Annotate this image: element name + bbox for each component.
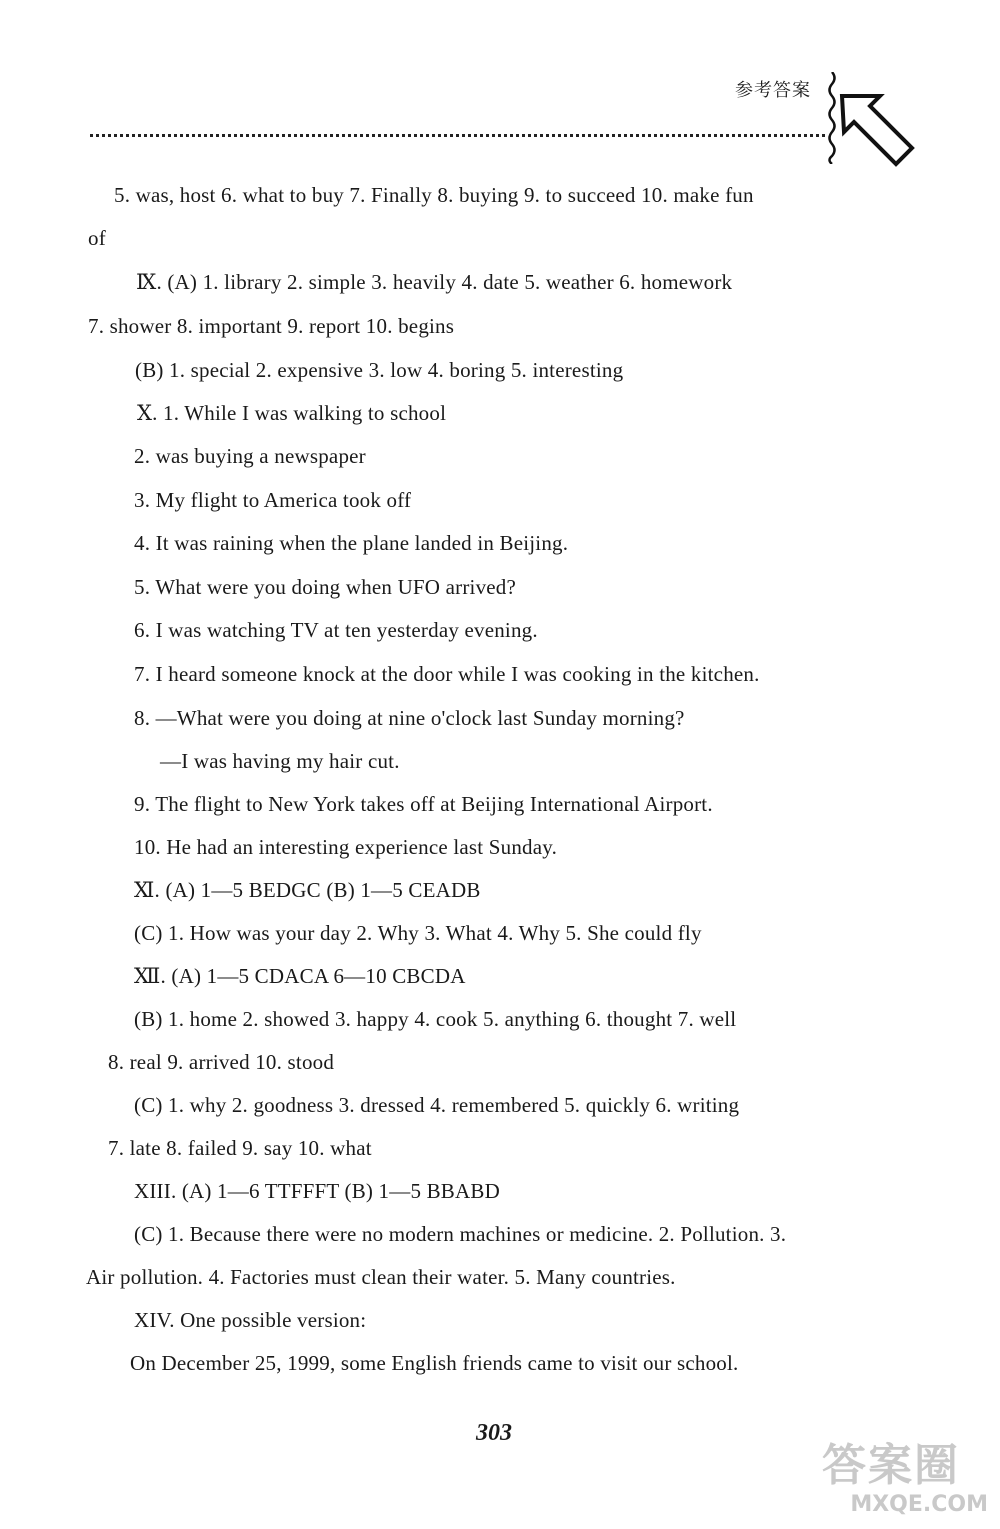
- watermark-url: MXQE.COM: [850, 1492, 988, 1517]
- answer-line: 7. I heard someone knock at the door while I was cooking in the kitchen.: [134, 662, 760, 686]
- answer-line: On December 25, 1999, some English friends came to visit our school.: [130, 1351, 739, 1375]
- answer-line: 5. was, host 6. what to buy 7. Finally 8. buying 9. to succeed 10. make fun: [114, 183, 754, 207]
- answer-line: 7. late 8. failed 9. say 10. what: [108, 1136, 372, 1160]
- answer-line: 8. —What were you doing at nine o'clock last Sunday morning?: [134, 706, 685, 730]
- answer-line: 6. I was watching TV at ten yesterday evening.: [134, 618, 538, 642]
- answer-line: 7. shower 8. important 9. report 10. begins: [88, 314, 455, 338]
- watermark-logo-text: 答案圈: [822, 1440, 960, 1491]
- answer-line: (B) 1. special 2. expensive 3. low 4. boring 5. interesting: [135, 358, 624, 382]
- answer-line: Ⅻ. (A) 1—5 CDACA 6—10 CBCDA: [134, 964, 466, 988]
- answer-line: Ⅺ. (A) 1—5 BEDGC (B) 1—5 CEADB: [134, 878, 481, 902]
- answer-line: Ⅸ. (A) 1. library 2. simple 3. heavily 4. date 5. weather 6. homework: [136, 270, 733, 294]
- answer-line: —I was having my hair cut.: [160, 749, 400, 773]
- answer-line: 2. was buying a newspaper: [134, 444, 366, 468]
- answer-line: 8. real 9. arrived 10. stood: [108, 1050, 335, 1074]
- answer-line: (C) 1. why 2. goodness 3. dressed 4. remembered 5. quickly 6. writing: [134, 1093, 740, 1117]
- header-title: 参考答案: [735, 80, 811, 101]
- answer-line: (C) 1. Because there were no modern machines or medicine. 2. Pollution. 3.: [134, 1222, 787, 1246]
- answer-line: 5. What were you doing when UFO arrived?: [134, 575, 517, 599]
- answer-line: Air pollution. 4. Factories must clean their water. 5. Many countries.: [86, 1265, 676, 1289]
- answer-line: 4. It was raining when the plane landed in Beijing.: [134, 531, 569, 555]
- answer-line: 10. He had an interesting experience last Sunday.: [134, 835, 558, 859]
- watermark: [822, 1440, 994, 1522]
- answer-line: XIV. One possible version:: [134, 1308, 367, 1332]
- dotted-divider: [90, 134, 825, 137]
- answer-line: Ⅹ. 1. While I was walking to school: [137, 401, 447, 425]
- answer-line: XIII. (A) 1—6 TTFFFT (B) 1—5 BBABD: [134, 1179, 500, 1203]
- answer-line: (C) 1. How was your day 2. Why 3. What 4. Why 5. She could fly: [134, 921, 702, 945]
- answer-line: 9. The flight to New York takes off at Beijing International Airport.: [134, 792, 713, 816]
- wavy-line-decoration: [826, 72, 838, 164]
- answer-line: (B) 1. home 2. showed 3. happy 4. cook 5. anything 6. thought 7. well: [134, 1007, 737, 1031]
- answer-line: of: [88, 226, 106, 250]
- page-number: 303: [476, 1420, 512, 1446]
- answer-line: 3. My flight to America took off: [134, 488, 412, 512]
- arrow-icon: [838, 92, 916, 168]
